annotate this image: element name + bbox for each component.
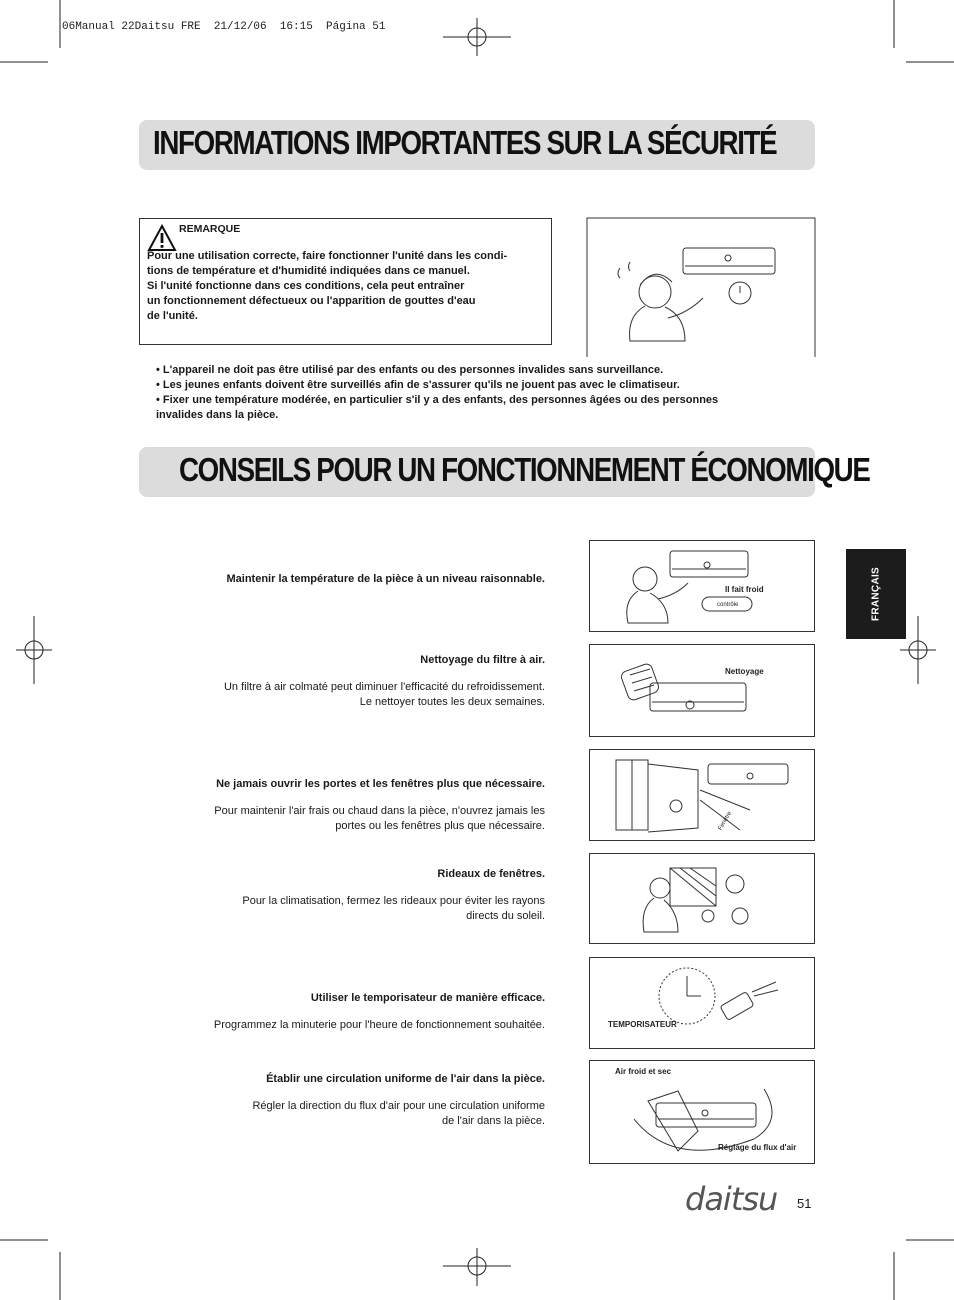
tip-temperature: Maintenir la température de la pièce à un niveau raisonnable. (226, 573, 545, 585)
page-number: 51 (797, 1196, 812, 1211)
note-label: REMARQUE (179, 223, 241, 235)
tip-curtains: Rideaux de fenêtres. Pour la climatisation, fermez les rideaux pour éviter les rayons directs du soleil. (242, 868, 545, 922)
tip-air-circulation: Établir une circulation uniforme de l'air dans la pièce. Régler la direction du flux d'air pour une circulation uniforme de l'air dans la pièce. (252, 1073, 545, 1127)
tip-timer: Utiliser le temporisateur de manière efficace. Programmez la minuterie pour l'heure de fonctionnement souhaitée. (213, 992, 545, 1031)
illustration-curtains (589, 853, 815, 944)
illustration-airflow: Air froid et sec Réglage du flux d'air (589, 1060, 815, 1164)
tip-doors-windows: Ne jamais ouvrir les portes et les fenêtres plus que nécessaire. Pour maintenir l'air frais ou chaud dans la pièce, n'ouvrez jamais les portes ou les fenêtres plus que nécessaire. (214, 778, 545, 832)
daitsu-logo: daitsu (685, 1180, 778, 1218)
illustration-temperature: Il fait froid contrôle (589, 540, 815, 632)
list-item: • Les jeunes enfants doivent être surveillés afin de s'assurer qu'ils ne jouent pas avec le climatiseur. (156, 379, 680, 391)
section-title-safety: INFORMATIONS IMPORTANTES SUR LA SÉCURITÉ (139, 120, 815, 170)
print-header: 06Manual 22Daitsu FRE 21/12/06 16:15 Página 51 (62, 21, 386, 33)
section-title-economy: CONSEILS POUR UN FONCTIONNEMENT ÉCONOMIQUE (139, 447, 815, 497)
list-item: • L'appareil ne doit pas être utilisé par des enfants ou des personnes invalides sans surveillance. (156, 364, 664, 376)
illustration-window: Fenêtre (589, 749, 815, 841)
language-tab: FRANÇAIS (846, 549, 906, 639)
note-text: Pour une utilisation correcte, faire fonctionner l'unité dans les condi- tions de température et d'humidité indiquées dans ce manuel. Si l'unité fonctionne dans ces conditions, cela peut entraîner un fonctionnement défectueux ou l'apparition de gouttes d'eau de l'unité. (147, 250, 508, 322)
illustration-filter: Nettoyage (589, 644, 815, 737)
illustration-timer: TEMPORISATEUR (589, 957, 815, 1049)
tip-filter: Nettoyage du filtre à air. Un filtre à air colmaté peut diminuer l'efficacité du refroidissement. Le nettoyer toutes les deux semaines. (223, 654, 545, 708)
safety-bullets (156, 363, 796, 423)
list-item: • Fixer une température modérée, en particulier s'il y a des enfants, des personnes âgées ou des personnes (156, 394, 719, 406)
list-item: invalides dans la pièce. (156, 409, 279, 421)
